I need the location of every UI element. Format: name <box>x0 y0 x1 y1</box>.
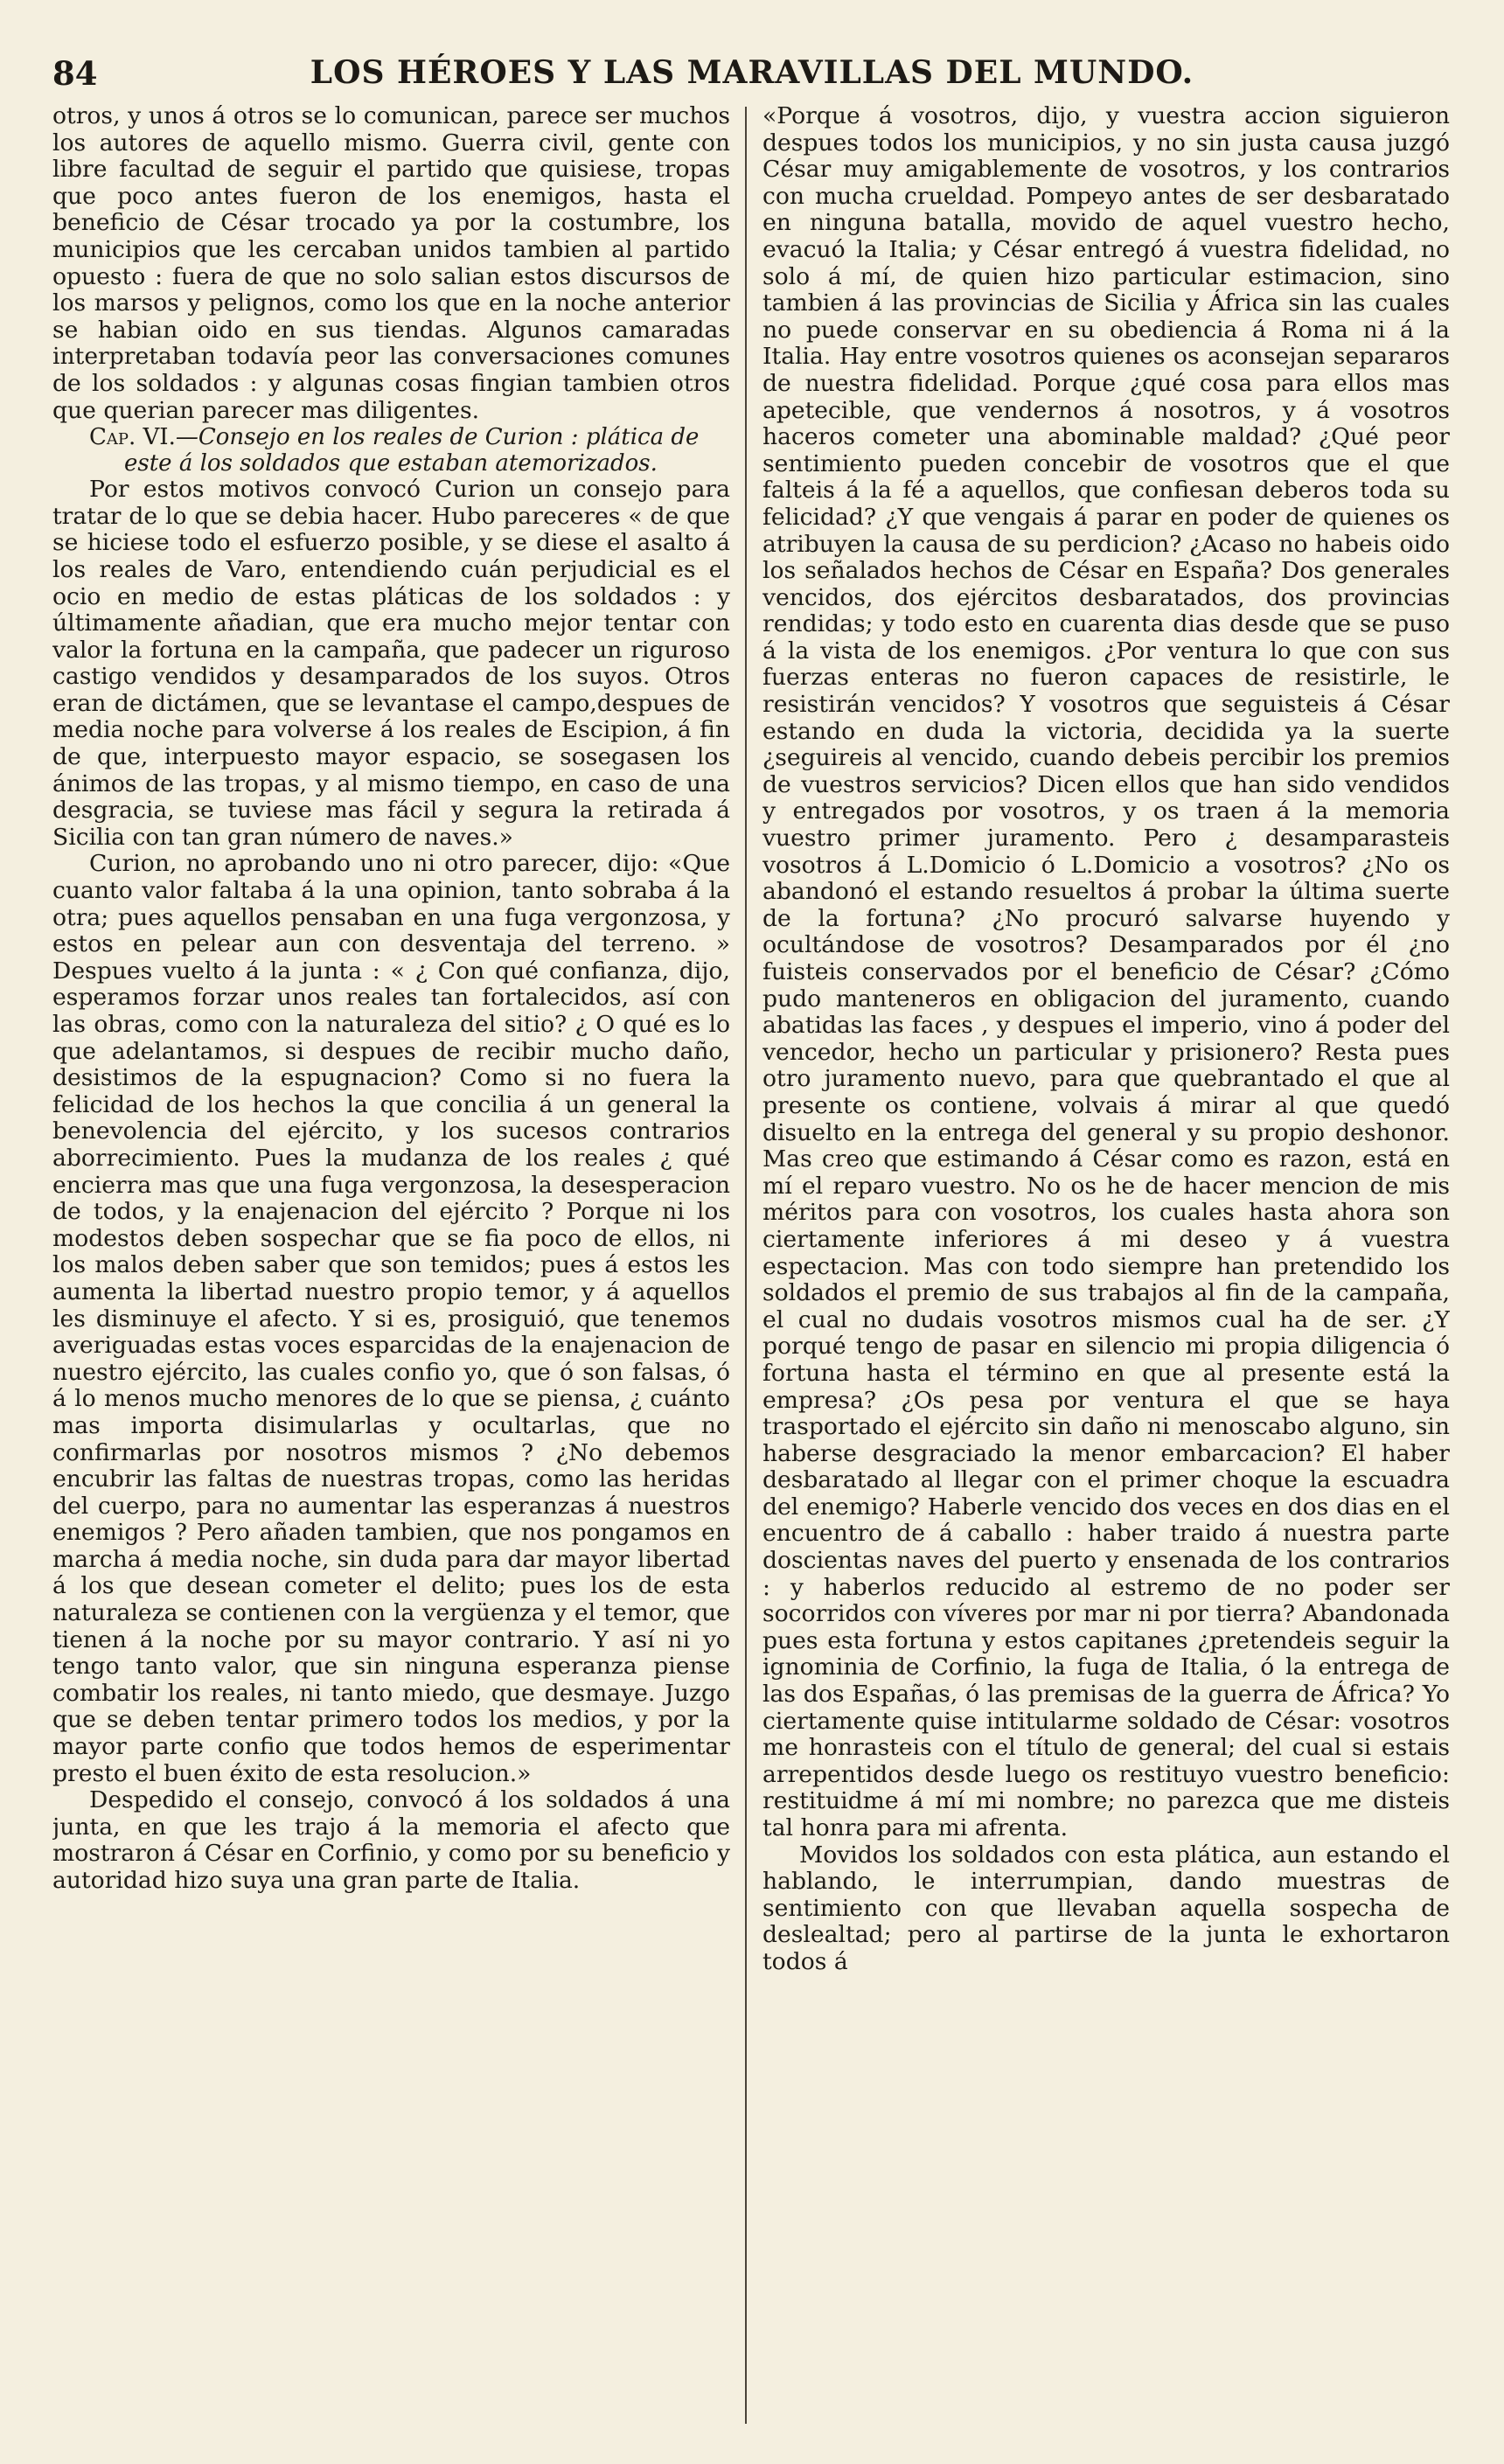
chapter-number: Cap. VI. <box>89 424 176 451</box>
page-header <box>52 54 1452 98</box>
paragraph: Movidos los soldados con esta plática, aun estando el hablando, le interrumpian, dando muestras de sentimiento con que llevaban aquella sospecha de deslealtad; pero al partirse de la junta le exhortaron todos á <box>762 1841 1450 1975</box>
paragraph: Despedido el consejo, convocó á los soldados á una junta, en que les trajo á la memoria el afecto que mostraron á César en Corfinio, y como por su beneficio y autoridad hizo suya una gran parte de Italia. <box>52 1786 730 1894</box>
right-column <box>762 103 1450 2420</box>
chapter-summary-line-1: —Consejo en los reales de Curion : plática de <box>175 424 700 451</box>
paragraph: Por estos motivos convocó Curion un consejo para tratar de lo que se debia hacer. Hubo pareceres « de que se hiciese todo el esfuerzo posible, y se diese el asalto á los reales de Varo, entendiendo cuán perjudicial es el ocio en medio de estas pláticas de los soldados : y últimamente añadian, que era mucho mejor tentar con valor la fortuna en la campaña, que padecer un riguroso castigo vendidos y desamparados de los suyos. Otros eran de dictámen, que se levantase el campo,despues de media noche para volverse á los reales de Escipion, á fin de que, interpuesto mayor espacio, se sosegasen los ánimos de las tropas, y al mismo tiempo, en caso de una desgracia, se tuviese mas fácil y segura la retirada á Sicilia con tan gran número de naves.» <box>52 476 730 851</box>
chapter-summary-line-2: este á los soldados que estaban atemorizados. <box>124 450 658 477</box>
chapter-heading <box>52 424 730 477</box>
column-divider <box>745 107 747 2424</box>
paragraph: otros, y unos á otros se lo comunican, parece ser muchos los autores de aquello mismo. Guerra civil, gente con libre facultad de seguir el partido que quisiese, tropas que poco antes fueron de los enemigos, hasta el beneficio de César trocado ya por la costumbre, los municipios que les cercaban unidos tambien al partido opuesto : fuera de que no solo salian estos discursos de los marsos y pelignos, como los que en la noche anterior se habian oido en sus tiendas. Algunos camaradas interpretaban todavía peor las conversaciones comunes de los soldados : y algunas cosas fingian tambien otros que querian parecer mas diligentes. <box>52 103 730 424</box>
running-title: LOS HÉROES Y LAS MARAVILLAS DEL MUNDO. <box>310 54 1194 91</box>
paragraph: «Porque á vosotros, dijo, y vuestra accion siguieron despues todos los municipios, y no sin justa causa juzgó César muy amigablemente de vosotros, y los contrarios con mucha crueldad. Pompeyo antes de ser desbaratado en ninguna batalla, movido de aquel vuestro hecho, evacuó la Italia; y César entregó á vuestra fidelidad, no solo á mí, de quien hizo particular estimacion, sino tambien á las provincias de Sicilia y África sin las cuales no puede conservar en su obediencia á Roma ni á la Italia. Hay entre vosotros quienes os aconsejan separaros de nuestra fidelidad. Porque ¿qué cosa para ellos mas apetecible, que vendernos á nosotros, y á vosotros haceros cometer una abominable maldad? ¿Qué peor sentimiento pueden concebir de vosotros que el que falteis á la fé a aquellos, que confiesan deberos toda su felicidad? ¿Y que vengais á parar en poder de quienes os atribuyen la causa de su perdicion? ¿Acaso no habeis oido los señalados hechos de César en España? Dos generales vencidos, dos ejércitos desbaratados, dos provincias rendidas; y todo esto en cuarenta dias desde que se puso á la vista de los enemigos. ¿Por ventura lo que con sus fuerzas enteras no fueron capaces de resistirle, le resistirán vencidos? Y vosotros que seguisteis á César estando en duda la victoria, decidida ya la suerte ¿seguireis al vencido, cuando debeis percibir los premios de vuestros servicios? Dicen ellos que han sido vendidos y entregados por vosotros, y os traen á la memoria vuestro primer juramento. Pero ¿ desamparasteis vosotros á L.Domicio ó L.Domicio a vosotros? ¿No os abandonó el estando resueltos á probar la última suerte de la fortuna? ¿No procuró salvarse huyendo y ocultándose de vosotros? Desamparados por él ¿no fuisteis conservados por el beneficio de César? ¿Cómo pudo manteneros en obligacion del juramento, cuando abatidas las faces , y despues el imperio, vino á poder del vencedor, hecho un particular y prisionero? Resta pues otro juramento nuevo, para que quebrantado el que al presente os contiene, volvais á mirar al que quedó disuelto en la entrega del general y su propio deshonor. Mas creo que estimando á César como es razon, está en mí el reparo vuestro. No os he de hacer mencion de mis méritos para con vosotros, los cuales hasta ahora son ciertamente inferiores á mi deseo y á vuestra espectacion. Mas con todo siempre han pretendido los soldados el premio de sus trabajos al fin de la campaña, el cual no dudais vosotros mismos cual ha de ser. ¿Y porqué tengo de pasar en silencio mi propia diligencia ó fortuna hasta el término en que al presente está la empresa? ¿Os pesa por ventura el que se haya trasportado el ejército sin daño ni menoscabo alguno, sin haberse desgraciado la menor embarcacion? El haber desbaratado al llegar con el primer choque la escuadra del enemigo? Haberle vencido dos veces en dos dias en el encuentro de á caballo : haber traido á nuestra parte doscientas naves del puerto y ensenada de los contrarios : y haberlos reducido al estremo de no poder ser socorridos con víveres por mar ni por tierra? Abandonada pues esta fortuna y estos capitanes ¿pretendeis seguir la ignominia de Corfinio, la fuga de Italia, ó la entrega de las dos Españas, ó las premisas de la guerra de África? Yo ciertamente quise intitularme soldado de César: vosotros me honrasteis con el título de general; del cual si estais arrepentidos desde luego os restituyo vuestro beneficio: restituidme á mí mi nombre; no parezca que me disteis tal honra para mi afrenta. <box>762 103 1450 1841</box>
paragraph: Curion, no aprobando uno ni otro parecer, dijo: «Que cuanto valor faltaba á la una opinion, tanto sobraba á la otra; pues aquellos pensaban en una fuga vergonzosa, y estos en pelear aun con desventaja del terreno. » Despues vuelto á la junta : « ¿ Con qué confianza, dijo, esperamos forzar unos reales tan fortalecidos, así con las obras, como con la naturaleza del sitio? ¿ O qué es lo que adelantamos, si despues de recibir mucho daño, desistimos de la espugnacion? Como si no fuera la felicidad de los hechos la que concilia á un general la benevolencia del ejército, y los sucesos contrarios aborrecimiento. Pues la mudanza de los reales ¿ qué encierra mas que una fuga vergonzosa, la desesperacion de todos, y la enajenacion del ejército ? Porque ni los modestos deben sospechar que se fia poco de ellos, ni los malos deben saber que son temidos; pues á estos les aumenta la libertad nuestro propio temor, y á aquellos les disminuye el afecto. Y si es, prosiguió, que tenemos averiguadas estas voces esparcidas de la enajenacion de nuestro ejército, las cuales confio yo, que ó son falsas, ó á lo menos mucho menores de lo que se piensa, ¿ cuánto mas importa disimularlas y ocultarlas, que no confirmarlas por nosotros mismos ? ¿No debemos encubrir las faltas de nuestras tropas, como las heridas del cuerpo, para no aumentar las esperanzas á nuestros enemigos ? Pero añaden tambien, que nos pongamos en marcha á media noche, sin duda para dar mayor libertad á los que desean cometer el delito; pues los de esta naturaleza se contienen con la vergüenza y el temor, que tienen á la noche por su mayor contrario. Y así ni yo tengo tanto valor, que sin ninguna esperanza piense combatir los reales, ni tanto miedo, que desmaye. Juzgo que se deben tentar primero todos los medios, y por la mayor parte confio que todos hemos de esperimentar presto el buen éxito de esta resolucion.» <box>52 850 730 1787</box>
left-column <box>52 103 730 2420</box>
page-number: 84 <box>52 54 98 93</box>
